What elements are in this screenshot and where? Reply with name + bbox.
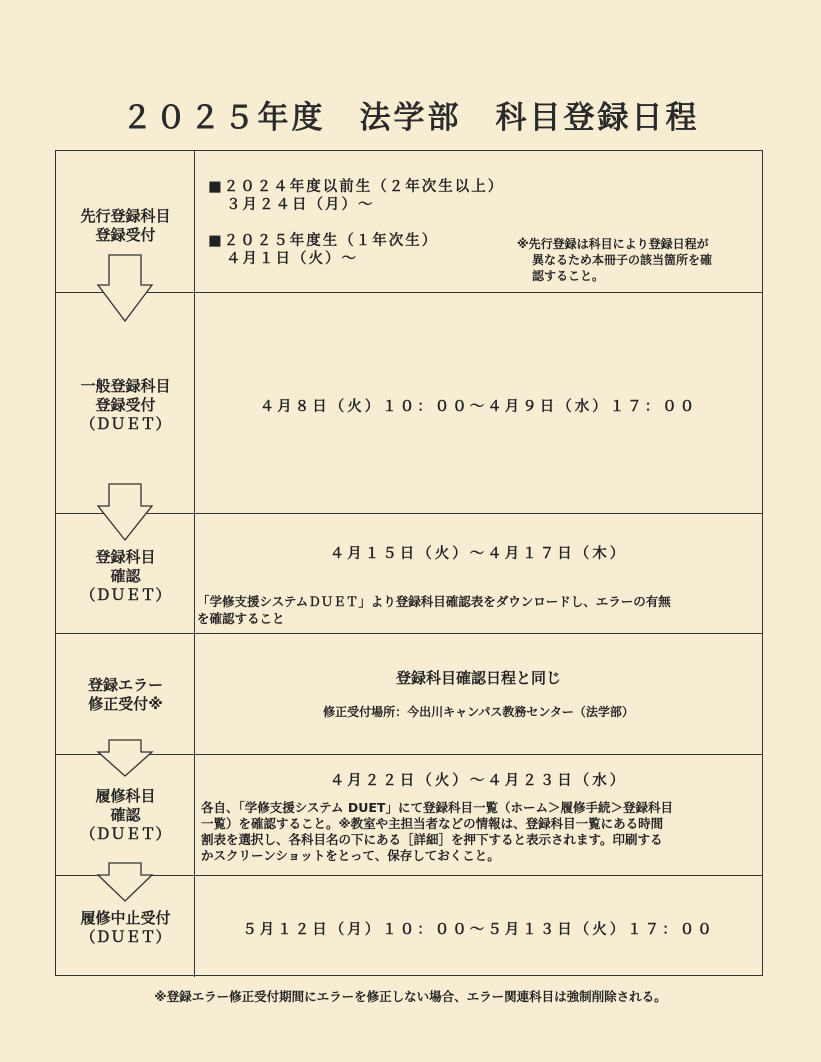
note-line: 「学修支援システムＤＵＥＴ」より登録科目確認表をダウンロードし、エラーの有無 [197,594,671,609]
note-line: 一覧）を確認すること。※教室や主担当者などの情報は、登録科目一覧にある時間 [201,816,664,831]
registration-check-note [197,593,763,627]
row-label-cell [56,634,195,754]
down-arrow-icon [95,863,155,903]
label-line: 履修科目 [95,787,156,805]
row-course-withdrawal [56,876,762,977]
row-general-registration [56,293,762,514]
advance-note [517,236,712,284]
label-line: 登録エラー [87,676,163,694]
row-content-cell [195,151,762,292]
note-line: 割表を選択し、各科目名の下にある［詳細］を押下すると表示されます。印刷する [201,832,663,847]
cohort-2025-date: ４月１日（火）～ [226,251,358,267]
general-registration-date: ４月８日（火）１０：００～４月９日（水）１７：００ [259,399,698,415]
error-correction-schedule: 登録科目確認日程と同じ [395,669,561,687]
note-line: 各自、「学修支援システム DUET」にて登録科目一覧（ホーム＞履修手続＞登録科目 [201,800,673,815]
label-line: 登録受付 [95,396,156,414]
down-arrow-icon [95,740,155,778]
course-confirmation-note [201,800,761,864]
row-label [56,676,195,714]
cohort-2024-date: ３月２４日（月）～ [226,197,375,213]
row-registration-check [56,514,762,634]
label-line: 登録受付 [95,226,156,244]
error-correction-place: 修正受付場所：今出川キャンパス教務センター（法学部） [323,705,634,719]
label-line: 先行登録科目 [80,207,171,225]
row-label [56,377,195,434]
label-line: 確認 [110,806,141,824]
note-line: 異なるため本冊子の該当箇所を確 [532,253,713,267]
row-label [56,787,195,844]
course-confirmation-date: ４月２２日（火）～４月２３日（水） [329,773,628,789]
label-line: 登録科目 [95,548,156,566]
row-content-cell [195,514,762,633]
label-line: 履修中止受付 [80,909,171,927]
cohort-2024-block [208,178,504,214]
note-line: を確認すること [197,611,285,626]
row-label-cell [56,293,195,513]
row-content-cell [195,634,762,754]
row-error-correction [56,634,762,755]
row-course-confirmation [56,755,762,876]
note-line: ※先行登録は科目により登録日程が [517,237,709,251]
cohort-2025-block [208,232,438,268]
schedule-table [55,150,763,976]
label-line: （ＤＵＥＴ） [80,415,171,433]
registration-check-date: ４月１５日（火）～４月１７日（木） [329,546,628,562]
down-arrow-icon [95,484,155,542]
row-label [56,909,195,947]
row-advance-registration [56,151,762,293]
row-label [56,548,195,605]
row-content-cell [195,293,762,513]
footer-note: ※登録エラー修正受付期間にエラーを修正しない場合、エラー関連科目は強制削除される。 [154,989,667,1004]
course-withdrawal-date: ５月１２日（月）１０：００～５月１３日（火）１７：００ [242,922,715,938]
cohort-2025-heading: ■２０２５年度生（１年次生） [208,233,439,249]
note-line: 認すること。 [532,269,605,283]
label-line: 修正受付※ [88,695,163,713]
row-label [56,207,195,245]
page-title: ２０２５年度 法学部 科目登録日程 [121,100,700,136]
note-line: かスクリーンショットをとって、保存しておくこと。 [201,848,500,863]
row-content-cell [195,876,762,977]
row-content-cell [195,755,762,875]
label-line: （ＤＵＥＴ） [80,586,171,604]
label-line: （ＤＵＥＴ） [80,928,171,946]
down-arrow-icon [95,255,155,323]
label-line: （ＤＵＥＴ） [80,825,171,843]
label-line: 一般登録科目 [80,377,171,395]
label-line: 確認 [110,567,141,585]
cohort-2024-heading: ■２０２４年度以前生（２年次生以上） [208,179,505,195]
